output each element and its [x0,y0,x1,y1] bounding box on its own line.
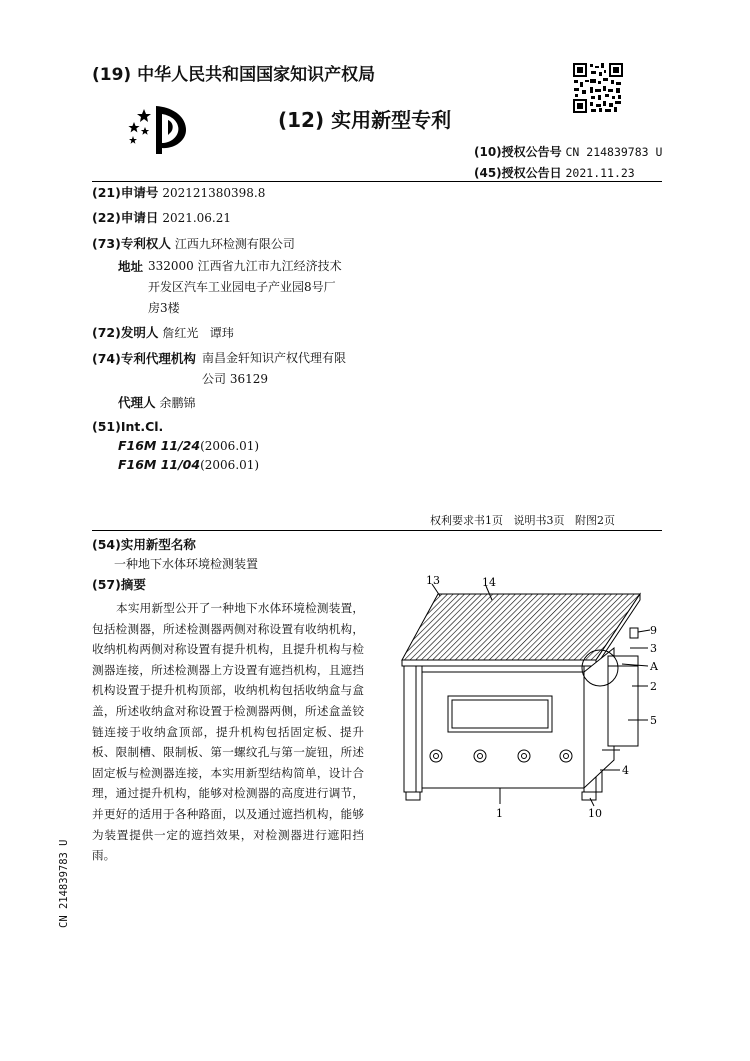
office-name: (19) 中华人民共和国国家知识产权局 [92,65,376,85]
label-14: 14 [482,576,496,589]
knob [518,750,530,762]
int-cl-version: (2006.01) [200,458,260,472]
label-10: 10 [588,807,602,820]
address-line: 开发区汽车工业园电子产业园8号厂 [148,280,336,294]
int-cl-entry [118,455,259,475]
publication-date-row [474,164,635,181]
publication-date-label: (45)授权公告日 [474,166,562,180]
knob [474,750,486,762]
publication-number-row [474,143,662,160]
knob [430,750,442,762]
header-divider [92,181,662,182]
foot [582,792,596,800]
agency-line: 公司 36129 [202,372,268,386]
agency-label: (74)专利代理机构 [92,351,196,366]
application-number: 202121380398.8 [162,186,266,200]
int-cl-version: (2006.01) [200,439,260,453]
int-cl-label: (51)Int.Cl. [92,419,164,434]
cnipa-logo-graphic [124,102,194,158]
application-date-label: (22)申请日 [92,210,159,225]
qr-code-graphic [572,62,624,114]
address-line: 房3楼 [148,301,180,315]
foot [406,792,420,800]
side-publication-code: CN 214839783 U [58,839,70,928]
label-A: A [650,660,658,673]
pages-divider [92,530,662,531]
page-count-info: 权利要求书1页 说明书3页 附图2页 [430,514,615,527]
knob [560,750,572,762]
label-5: 5 [650,714,657,727]
storage-box [608,656,638,746]
publication-date: 2021.11.23 [565,166,635,180]
label-1: 1 [496,807,503,820]
application-number-label: (21)申请号 [92,185,159,200]
abstract-figure [390,572,670,822]
label-13: 13 [426,574,440,587]
device-drawing [390,572,670,822]
address-label: 地址 [118,259,144,274]
int-cl-code: F16M 11/24 [118,438,201,453]
label-3: 3 [650,642,657,655]
qr-code [572,62,624,114]
utility-model-title: 一种地下水体环境检测装置 [114,557,259,571]
label-9: 9 [650,624,657,637]
agent-label: 代理人 [118,395,156,410]
agency-line: 南昌金轩知识产权代理有限 [202,351,347,365]
left-lifting-post [404,666,416,792]
abstract-text: 本实用新型公开了一种地下水体环境检测装置，包括检测器，所述检测器两侧对称设置有收纳机构，收纳机构两侧对称设置有提升机构，且提升机构与检测器连接，所述检测器上方设置有遮挡机构，且遮挡机构设置于提升机构顶部，收纳机构包括收纳盒与盒盖，所述收纳盒对称设置于检测器两侧，所述盒盖铰链连接于收纳盒顶部，提升机构包括固定板、提升板、限制槽、限制板、第一螺纹孔与第一旋钮，所述固定板与检测器连接，本实用新型结构简单，设计合理，通过提升机构，能够对检测器的高度进行调节，并更好的适用于各种路面，以及通过遮挡机构，能够为装置提供一定的遮挡效果，对检测器进行遮阳挡雨。 [92,601,364,863]
label-2: 2 [650,680,657,693]
agent: 余鹏锦 [159,396,196,410]
utility-model-title-label: (54)实用新型名称 [92,537,196,552]
agent-row [118,393,196,413]
publication-number: CN 214839783 U [565,145,663,159]
patentee: 江西九环检测有限公司 [174,237,295,251]
application-date: 2021.06.21 [162,211,232,225]
inventors: 詹红光 谭玮 [162,326,234,340]
int-cl-code: F16M 11/04 [118,457,201,472]
address-line: 332000 江西省九江市九江经济技术 [148,259,342,273]
application-date-row [92,208,231,228]
patentee-label: (73)专利权人 [92,236,171,251]
application-number-row [92,183,265,203]
inventor-label: (72)发明人 [92,325,159,340]
publication-number-label: (10)授权公告号 [474,145,562,159]
inventor-row [92,323,234,343]
patentee-row [92,234,295,254]
cnipa-logo [124,102,194,158]
label-4: 4 [622,764,629,777]
int-cl-entry [118,436,259,456]
document-type: (12) 实用新型专利 [278,108,452,132]
abstract-label: (57)摘要 [92,577,146,592]
